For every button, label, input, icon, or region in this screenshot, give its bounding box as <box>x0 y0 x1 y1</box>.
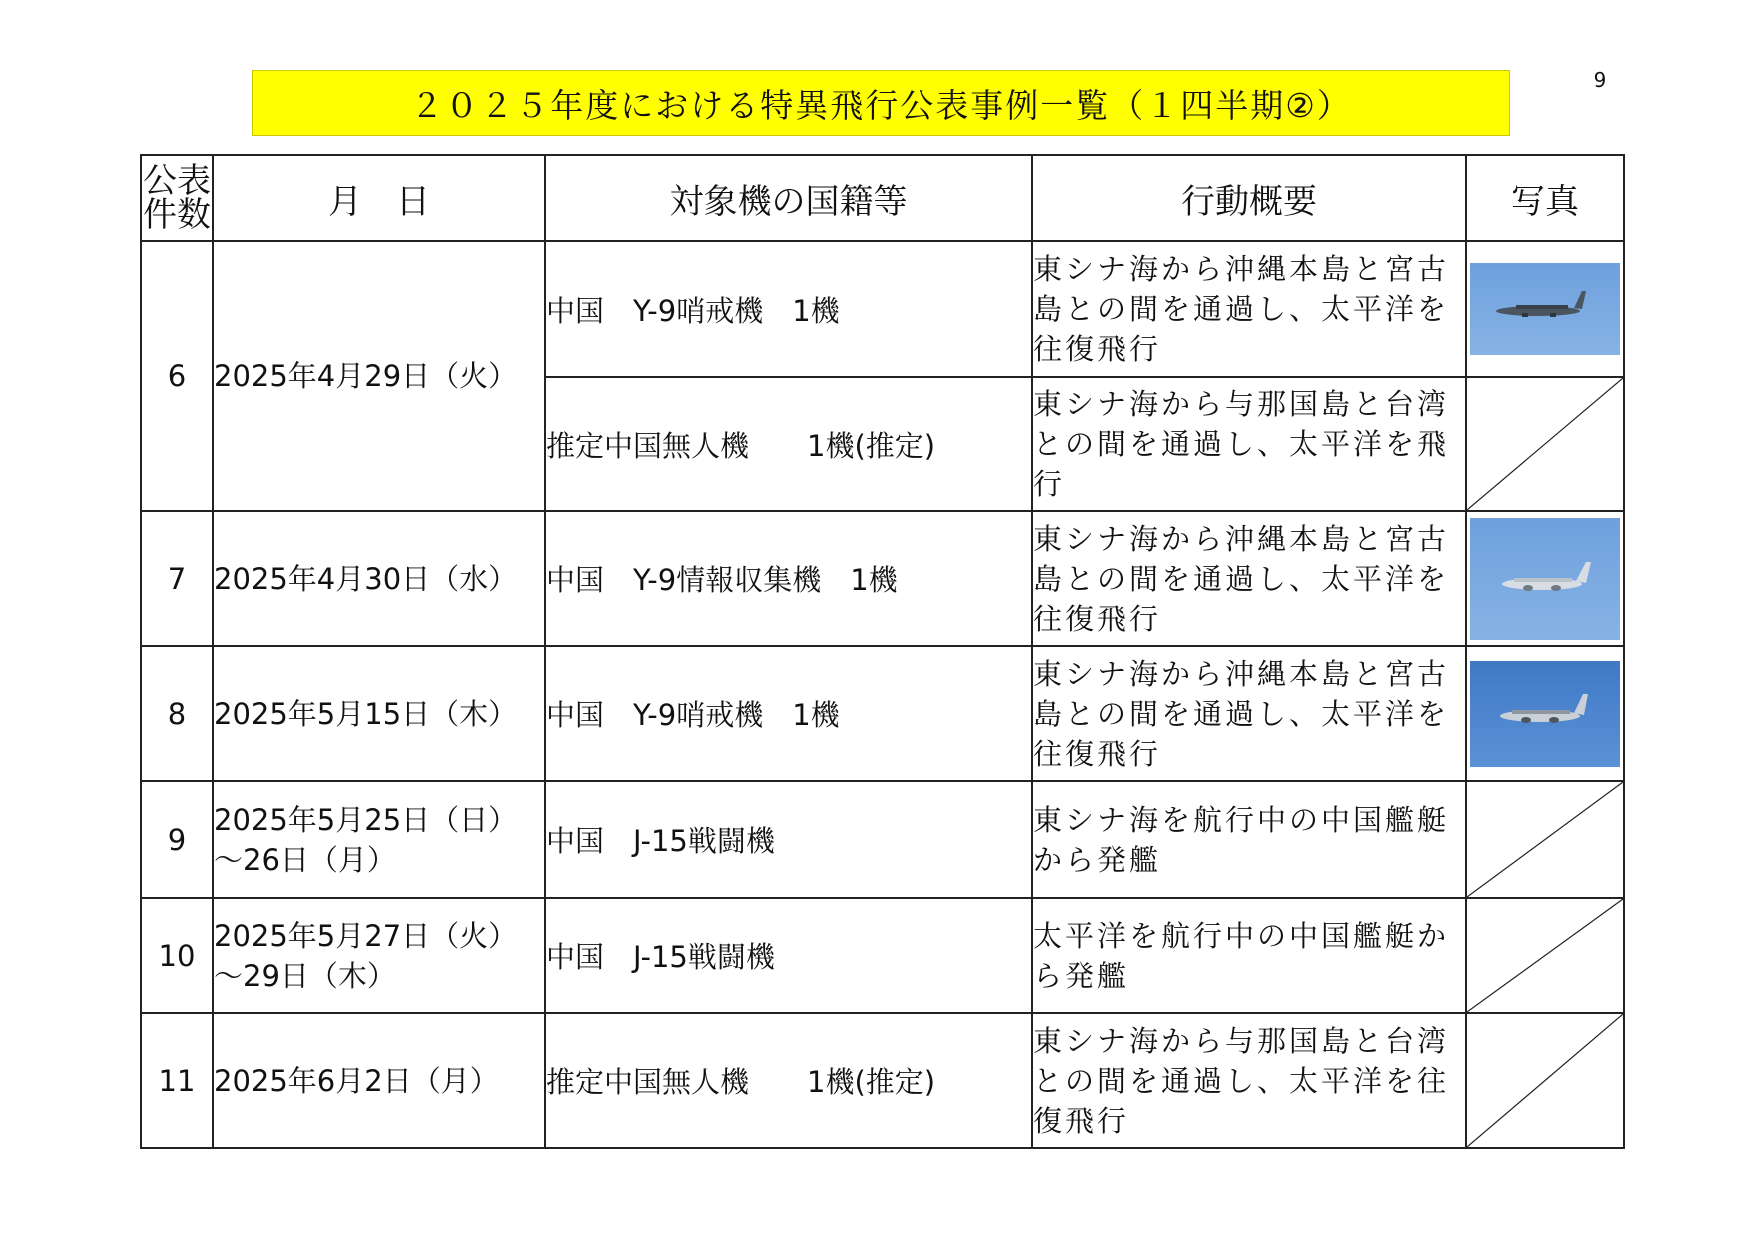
action-cell: 太平洋を航行中の中国艦艇から発艦 <box>1032 898 1466 1013</box>
no-photo-slash <box>1467 378 1623 510</box>
aircraft-photo <box>1470 518 1620 640</box>
action-cell: 東シナ海を航行中の中国艦艇から発艦 <box>1032 781 1466 898</box>
aircraft-icon <box>1470 263 1620 355</box>
header-date: 月 日 <box>213 155 545 241</box>
page-number: 9 <box>1593 68 1607 92</box>
action-cell: 東シナ海から沖縄本島と宮古島との間を通過し、太平洋を往復飛行 <box>1032 241 1466 377</box>
aircraft-photo <box>1470 263 1620 355</box>
photo-cell <box>1466 241 1624 377</box>
page-title: ２０２５年度における特異飛行公表事例一覧（１四半期②） <box>252 70 1510 136</box>
aircraft-cell: 中国 J-15戦闘機 <box>545 781 1032 898</box>
photo-cell <box>1466 511 1624 646</box>
header-action: 行動概要 <box>1032 155 1466 241</box>
row-date: 2025年4月29日（火） <box>213 241 545 511</box>
table-row <box>141 646 1624 781</box>
no-photo-slash <box>1467 1014 1623 1147</box>
aircraft-cell: 中国 Y-9情報収集機 1機 <box>545 511 1032 646</box>
aircraft-icon <box>1470 518 1620 640</box>
aircraft-cell: 中国 Y-9哨戒機 1機 <box>545 241 1032 377</box>
no-photo-slash <box>1467 782 1623 897</box>
table-row <box>141 511 1624 646</box>
header-photo: 写真 <box>1466 155 1624 241</box>
table-row <box>141 898 1624 1013</box>
aircraft-cell: 推定中国無人機 1機(推定) <box>545 377 1032 511</box>
table-row <box>141 241 1624 377</box>
action-cell: 東シナ海から与那国島と台湾との間を通過し、太平洋を往復飛行 <box>1032 1013 1466 1148</box>
no-photo-slash <box>1467 899 1623 1012</box>
photo-cell <box>1466 646 1624 781</box>
row-date: 2025年5月15日（木） <box>213 646 545 781</box>
action-cell: 東シナ海から与那国島と台湾との間を通過し、太平洋を飛行 <box>1032 377 1466 511</box>
photo-cell-empty <box>1466 1013 1624 1148</box>
aircraft-cell: 推定中国無人機 1機(推定) <box>545 1013 1032 1148</box>
header-count <box>141 155 213 241</box>
aircraft-photo <box>1470 661 1620 767</box>
photo-cell-empty <box>1466 781 1624 898</box>
row-count: 9 <box>141 781 213 898</box>
table-row <box>141 1013 1624 1148</box>
header-aircraft: 対象機の国籍等 <box>545 155 1032 241</box>
photo-cell-empty <box>1466 898 1624 1013</box>
action-cell: 東シナ海から沖縄本島と宮古島との間を通過し、太平洋を往復飛行 <box>1032 646 1466 781</box>
row-date: 2025年4月30日（水） <box>213 511 545 646</box>
row-date: 2025年6月2日（月） <box>213 1013 545 1148</box>
aircraft-cell: 中国 Y-9哨戒機 1機 <box>545 646 1032 781</box>
header-count-label: 公表 件数 <box>143 161 211 235</box>
photo-cell-empty <box>1466 377 1624 511</box>
row-date: 2025年5月27日（火） ～29日（木） <box>213 898 545 1013</box>
row-count: 7 <box>141 511 213 646</box>
action-cell: 東シナ海から沖縄本島と宮古島との間を通過し、太平洋を往復飛行 <box>1032 511 1466 646</box>
row-count: 10 <box>141 898 213 1013</box>
row-date: 2025年5月25日（日） ～26日（月） <box>213 781 545 898</box>
row-count: 6 <box>141 241 213 511</box>
row-count: 11 <box>141 1013 213 1148</box>
table-row <box>141 781 1624 898</box>
incident-table <box>140 154 1625 1149</box>
aircraft-icon <box>1470 661 1620 767</box>
aircraft-cell: 中国 J-15戦闘機 <box>545 898 1032 1013</box>
row-count: 8 <box>141 646 213 781</box>
table-header-row <box>141 155 1624 241</box>
